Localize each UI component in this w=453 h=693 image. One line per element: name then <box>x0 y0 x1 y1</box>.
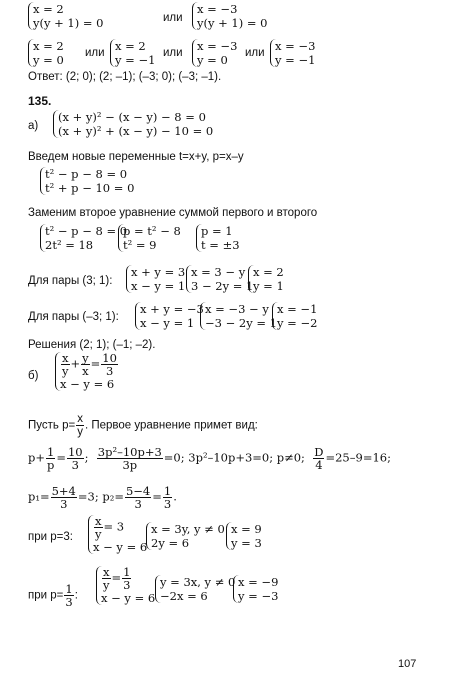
case-p13-system-3: x = −9 y = −3 <box>233 575 278 603</box>
replace-text: Заменим второе уравнение суммой первого и второго <box>28 207 318 219</box>
system-top-4: x = 2 y = −1 <box>110 39 155 67</box>
system-top-2: x = −3 y(y + 1) = 0 <box>192 2 268 30</box>
case-p3-system-2: x = 3y, y ≠ 0 2y = 6 <box>146 522 225 550</box>
pair1-system-2: x = 3 − y 3 − 2y = 1 <box>186 265 253 293</box>
pair1-system-1: x + y = 3 x − y = 1 <box>126 265 185 293</box>
pair2-system-1: x + y = −3 x − y = 1 <box>135 302 204 330</box>
system-r1: t² − p − 8 = 0 2t² = 18 <box>40 224 127 252</box>
system-r2: p = t² − 8 t² = 9 <box>118 224 181 252</box>
pair2-system-3: x = −1 y = −2 <box>272 302 317 330</box>
part-a-label: а) <box>28 120 39 132</box>
case-p13-system-2: y = 3x, y ≠ 0 −2x = 6 <box>155 575 235 603</box>
intro-variables: Введем новые переменные t=x+y, p=x–y <box>28 151 244 163</box>
system-top-3: x = 2 y = 0 <box>28 39 64 67</box>
case-p3-system-1: $\frac{x}{y}$ = 3 x − y = 6 <box>88 515 147 554</box>
pair1-system-3: x = 2 y = 1 <box>248 265 284 293</box>
page-number: 107 <box>398 658 417 670</box>
pair2-label: Для пары (–3; 1): <box>28 311 119 323</box>
system-r3: p = 1 t = ±3 <box>196 224 240 252</box>
case-p3-system-3: x = 9 y = 3 <box>226 522 262 550</box>
or-word: или <box>163 47 183 59</box>
pair1-label: Для пары (3; 1): <box>28 275 113 287</box>
or-word: или <box>85 47 105 59</box>
case-p3-label: при p=3: <box>28 531 73 543</box>
system-top-5: x = −3 y = 0 <box>192 39 237 67</box>
solutions-line: Решения (2; 1); (–1; –2). <box>28 339 156 351</box>
case-p13-label: при p= $\frac{1}{3}$ : <box>28 582 78 610</box>
equation-line: p+ $\frac{1}{p}$ = $\frac{10}{3}$ ; $\frac{\text{3p²–10p+3}}{3p}$ =0; 3p²–10p+3=0; p≠0; $\frac{D}{4}$ =25–9=16; <box>28 445 391 473</box>
or-word: или <box>163 12 183 24</box>
let-p-line: Пусть p= $\frac{x}{y}$ . Первое уравнение примет вид: <box>28 413 258 439</box>
or-word: или <box>245 47 265 59</box>
case-p13-system-1: $\frac{x}{y}$ = $\frac{1}{3}$ x − y = 6 <box>96 566 155 605</box>
part-b-label: б) <box>28 370 39 382</box>
problem-number: 135. <box>28 94 52 108</box>
system-top-1: x = 2 y(y + 1) = 0 <box>28 2 104 30</box>
answer-line: Ответ: (2; 0); (2; –1); (–3; 0); (–3; –1). <box>28 71 222 83</box>
system-top-6: x = −3 y = −1 <box>270 39 315 67</box>
roots-line: p₁= $\frac{5+4}{3}$ =3; p₂= $\frac{5-4}{3}$ = $\frac{1}{3}$ . <box>28 484 177 512</box>
system-tp: t² − p − 8 = 0 t² + p − 10 = 0 <box>40 167 134 195</box>
system-b: $\frac{x}{y}$ + $\frac{y}{x}$ = $\frac{10}{3}$ x − y = 6 <box>55 352 119 391</box>
pair2-system-2: x = −3 − y −3 − 2y = 1 <box>200 302 277 330</box>
system-a: (x + y)² − (x − y) − 8 = 0 (x + y)² + (x − y) − 10 = 0 <box>53 110 213 138</box>
